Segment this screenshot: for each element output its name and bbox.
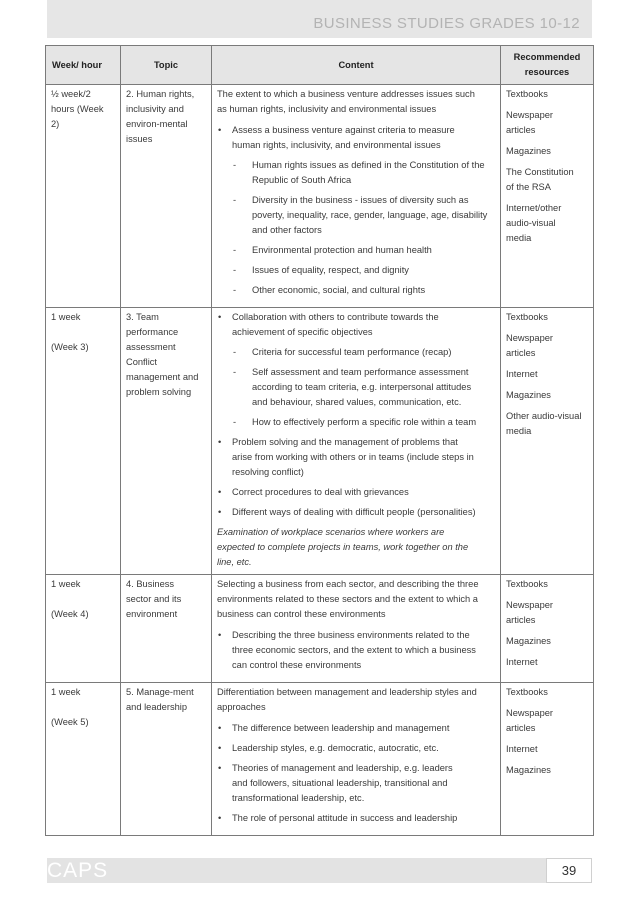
text-line: 1 week [51, 312, 81, 322]
text-line: Newspaper [506, 110, 554, 120]
text-line: of the RSA [506, 182, 551, 192]
bullet-marker: • [218, 743, 222, 753]
text-line: (Week 3) [51, 342, 89, 352]
dash-marker: - [233, 367, 237, 377]
topic-cell [121, 85, 212, 308]
dash-marker: - [233, 347, 237, 357]
item-text [252, 415, 476, 430]
text-line: media [506, 233, 532, 243]
text-line: Criteria for successful team performance (recap) [252, 347, 452, 357]
text-line: ½ week/2 [51, 89, 91, 99]
resources-cell [501, 308, 594, 575]
resource-item [506, 706, 589, 736]
week-cell [46, 85, 121, 308]
topic-cell [121, 575, 212, 683]
bullet-item [217, 628, 496, 673]
content-note [217, 525, 496, 570]
text-line: hours (Week [51, 104, 104, 114]
dash-marker: - [233, 417, 237, 427]
footer-brand: CAPS [47, 859, 109, 882]
text-line: issues [126, 134, 153, 144]
text-line: 3. Team [126, 312, 159, 322]
bullet-marker: • [218, 813, 222, 823]
text-line: 2) [51, 119, 60, 129]
text-line: Differentiation between management and leadership styles and [217, 687, 477, 697]
week-cell [46, 575, 121, 683]
text-line: inclusivity and [126, 104, 184, 114]
resource-item [506, 331, 589, 361]
text-line: Other audio-visual [506, 411, 582, 421]
text-line: articles [506, 615, 536, 625]
text-line: Issues of equality, respect, and dignity [252, 265, 409, 275]
item-text [232, 505, 476, 520]
text-line: Examination of workplace scenarios where workers are [217, 527, 445, 537]
topic-cell [121, 683, 212, 836]
resource-item [506, 310, 589, 325]
table-row [46, 683, 594, 836]
item-text [252, 158, 485, 188]
text-line: 1 week [51, 687, 81, 697]
text-line: articles [506, 723, 536, 733]
week-cell [46, 308, 121, 575]
text-line: Internet [506, 369, 538, 379]
text-line: expected to complete projects in teams, work together on the [217, 542, 469, 552]
item-text [232, 628, 476, 673]
text-line: Magazines [506, 146, 551, 156]
text-line: Correct procedures to deal with grievances [232, 487, 409, 497]
text-line: Internet [506, 657, 538, 667]
bullet-item [217, 505, 496, 520]
topic-cell [121, 308, 212, 575]
text-line: transformational leadership, etc. [232, 793, 365, 803]
text-line: Collaboration with others to contribute towards the [232, 312, 439, 322]
bullet-marker: • [218, 723, 222, 733]
dash-item [229, 345, 496, 360]
text-line: Republic of South Africa [252, 175, 352, 185]
resources-cell [501, 575, 594, 683]
curriculum-table [45, 45, 594, 836]
text-line: (Week 5) [51, 717, 89, 727]
text-line: Newspaper [506, 600, 554, 610]
bullet-marker: • [218, 487, 222, 497]
resource-item [506, 144, 589, 159]
text-line: poverty, inequality, race, gender, language, age, disability [252, 210, 488, 220]
text-line [51, 325, 116, 340]
dash-item [229, 263, 496, 278]
text-line: environment [126, 609, 178, 619]
text-line: Theories of management and leadership, e.g. leaders [232, 763, 453, 773]
bullet-item [217, 721, 496, 736]
resource-item [506, 685, 589, 700]
dash-item [229, 283, 496, 298]
resource-item [506, 634, 589, 649]
text-line: Self assessment and team performance assessment [252, 367, 469, 377]
dash-marker: - [233, 160, 237, 170]
item-text [232, 721, 449, 736]
content-cell [212, 308, 501, 575]
text-line: resolving conflict) [232, 467, 304, 477]
text-line: problem solving [126, 387, 192, 397]
text-line: The role of personal attitude in success and leadership [232, 813, 458, 823]
content-cell [212, 575, 501, 683]
dash-item [229, 365, 496, 410]
text-line: 4. Business [126, 579, 175, 589]
bullet-item [217, 811, 496, 826]
text-line: arise from working with others or in teams (include steps in [232, 452, 474, 462]
text-line: Magazines [506, 765, 551, 775]
resource-item [506, 367, 589, 382]
text-line: Other economic, social, and cultural rights [252, 285, 426, 295]
item-text [232, 741, 439, 756]
text-line: The difference between leadership and management [232, 723, 450, 733]
text-line: three economic sectors, and the extent to which a business [232, 645, 476, 655]
resource-item [506, 388, 589, 403]
column-header-content: Content [212, 46, 501, 85]
text-line: human rights, inclusivity, and environmental issues [232, 140, 441, 150]
resource-item [506, 655, 589, 670]
table-row [46, 85, 594, 308]
item-text [252, 193, 487, 238]
text-line: Textbooks [506, 579, 548, 589]
resource-item [506, 577, 589, 592]
text-line: and leadership [126, 702, 187, 712]
resource-item [506, 598, 589, 628]
page-number: 39 [546, 858, 592, 883]
text-line: achievement of specific objectives [232, 327, 373, 337]
text-line: 1 week [51, 579, 81, 589]
bullet-item [217, 310, 496, 340]
text-line: Describing the three business environments related to the [232, 630, 470, 640]
content-cell [212, 85, 501, 308]
bullet-marker: • [218, 125, 222, 135]
text-line: Diversity in the business - issues of diversity such as [252, 195, 469, 205]
text-line: business can control these environments [217, 609, 386, 619]
text-line: Magazines [506, 636, 551, 646]
text-line: approaches [217, 702, 266, 712]
item-text [252, 345, 451, 360]
text-line: Different ways of dealing with difficult people (personalities) [232, 507, 476, 517]
text-line: Problem solving and the management of problems that [232, 437, 458, 447]
text-line: Textbooks [506, 89, 548, 99]
text-line: and other factors [252, 225, 322, 235]
text-line: Internet/other [506, 203, 562, 213]
item-text [232, 310, 439, 340]
resource-item [506, 87, 589, 102]
item-text [232, 761, 453, 806]
text-line: assessment [126, 342, 176, 352]
text-line: can control these environments [232, 660, 362, 670]
content-paragraph [217, 87, 496, 117]
resources-cell [501, 683, 594, 836]
text-line: according to team criteria, e.g. interpersonal attitudes [252, 382, 472, 392]
text-line: articles [506, 125, 536, 135]
text-line: Textbooks [506, 312, 548, 322]
text-line: environ-mental [126, 119, 188, 129]
text-line: sector and its [126, 594, 182, 604]
bullet-marker: • [218, 507, 222, 517]
text-line: Textbooks [506, 687, 548, 697]
text-line: performance [126, 327, 179, 337]
resource-item [506, 108, 589, 138]
text-line [51, 700, 116, 715]
document-title: BUSINESS STUDIES GRADES 10-12 [313, 15, 580, 32]
text-line: Selecting a business from each sector, and describing the three [217, 579, 479, 589]
resource-item [506, 409, 589, 439]
dash-marker: - [233, 245, 237, 255]
text-line: How to effectively perform a specific role within a team [252, 417, 477, 427]
content-cell [212, 683, 501, 836]
text-line: 2. Human rights, [126, 89, 195, 99]
text-line: Assess a business venture against criteria to measure [232, 125, 455, 135]
item-text [232, 811, 457, 826]
resource-item [506, 165, 589, 195]
dash-item [229, 243, 496, 258]
bullet-marker: • [218, 763, 222, 773]
dash-item [229, 415, 496, 430]
bullet-item [217, 123, 496, 153]
footer-band [47, 858, 592, 883]
text-line: Magazines [506, 390, 551, 400]
text-line: and followers, situational leadership, transitional and [232, 778, 448, 788]
column-header-resources: Recommended resources [501, 46, 594, 85]
text-line: management and [126, 372, 199, 382]
text-line: audio-visual [506, 218, 556, 228]
dash-marker: - [233, 285, 237, 295]
header-band [47, 0, 592, 38]
item-text [252, 283, 425, 298]
text-line: (Week 4) [51, 609, 89, 619]
text-line: and behaviour, shared values, communication, etc. [252, 397, 462, 407]
item-text [232, 485, 409, 500]
text-line: The Constitution [506, 167, 574, 177]
text-line: Internet [506, 744, 538, 754]
dash-item [229, 158, 496, 188]
text-line: media [506, 426, 532, 436]
item-text [252, 365, 471, 410]
text-line: articles [506, 348, 536, 358]
table-row [46, 575, 594, 683]
table-row [46, 308, 594, 575]
bullet-item [217, 485, 496, 500]
item-text [232, 123, 455, 153]
resource-item [506, 201, 589, 246]
text-line: line, etc. [217, 557, 252, 567]
text-line: 5. Manage-ment [126, 687, 194, 697]
text-line: as human rights, inclusivity and environmental issues [217, 104, 437, 114]
item-text [252, 263, 409, 278]
content-paragraph [217, 577, 496, 622]
text-line: environments related to these sectors and the extent to which a [217, 594, 478, 604]
table-header-row [46, 46, 594, 85]
bullet-item [217, 435, 496, 480]
column-header-topic: Topic [121, 46, 212, 85]
dash-marker: - [233, 195, 237, 205]
dash-marker: - [233, 265, 237, 275]
item-text [252, 243, 432, 258]
text-line: Environmental protection and human health [252, 245, 432, 255]
text-line: Conflict [126, 357, 158, 367]
resource-item [506, 763, 589, 778]
item-text [232, 435, 474, 480]
content-paragraph [217, 685, 496, 715]
text-line: Newspaper [506, 333, 554, 343]
dash-item [229, 193, 496, 238]
bullet-marker: • [218, 630, 222, 640]
text-line: Leadership styles, e.g. democratic, autocratic, etc. [232, 743, 439, 753]
text-line: The extent to which a business venture addresses issues such [217, 89, 475, 99]
resource-item [506, 742, 589, 757]
text-line: Newspaper [506, 708, 554, 718]
text-line: Human rights issues as defined in the Constitution of the [252, 160, 485, 170]
text-line [51, 592, 116, 607]
column-header-week: Week/ hour [46, 46, 121, 85]
week-cell [46, 683, 121, 836]
bullet-item [217, 761, 496, 806]
bullet-marker: • [218, 437, 222, 447]
resources-cell [501, 85, 594, 308]
bullet-item [217, 741, 496, 756]
bullet-marker: • [218, 312, 222, 322]
